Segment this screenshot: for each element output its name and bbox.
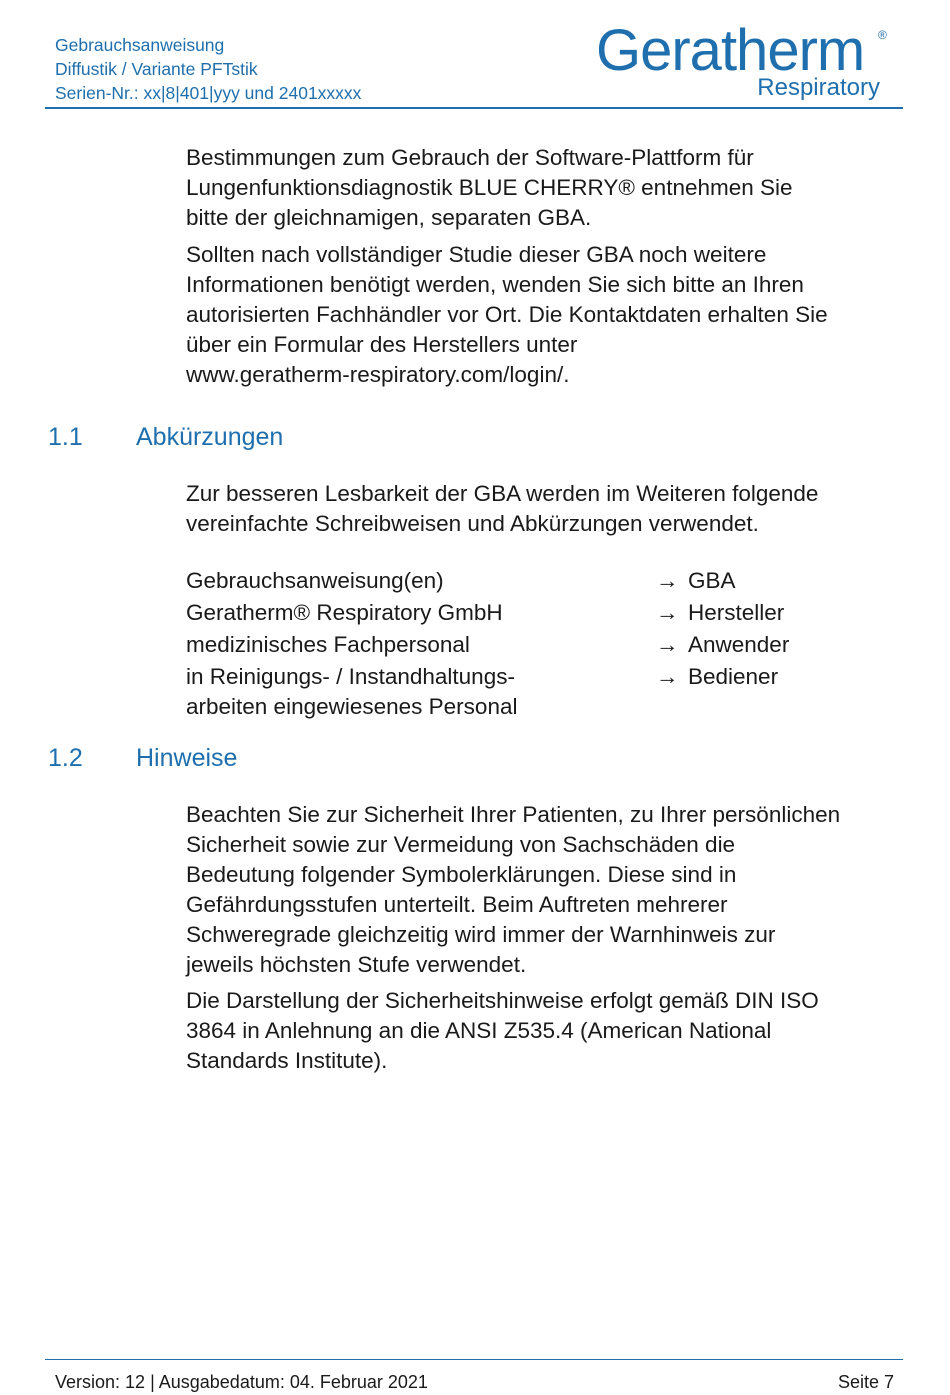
product-name: Diffustik / Variante PFTstik [55,59,258,79]
arrow-right-icon: → [656,600,679,625]
notes-paragraph-1: Beachten Sie zur Sicherheit Ihrer Patienten, zu Ihrer persönlichen Sicherheit sowie zur Vermeidung von Sachschäden die Bedeutung folgender Symbolerklärungen. Diese sind in Gefährdungsstufen unterteilt. Beim Auftreten mehrerer Schweregrade gleichzeitig wird immer der Warnhinweis zur jeweils höchsten Stufe verwendet. [186,802,841,977]
geratherm-logo [596,20,896,102]
abbreviation-value: → Anwender [656,630,789,660]
notes-paragraph-2: Die Darstellung der Sicherheitshinweise erfolgt gemäß DIN ISO 3864 in Anlehnung an die ANSI Z535.4 (American National Standards Institute). [186,988,819,1073]
abbreviation-value: → Hersteller [656,598,784,628]
footer-version-info: Version: 12 | Ausgabedatum: 04. Februar 2021 [55,1372,428,1392]
logo-subtitle: Respiratory [757,74,880,101]
intro-paragraph-1: Bestimmungen zum Gebrauch der Software-Plattform für Lungenfunktionsdiagnostik BLUE CHERRY® entnehmen Sie bitte der gleichnamigen, separaten GBA. [186,145,793,230]
serial-number: Serien-Nr.: xx|8|401|yyy und 2401xxxxx [55,83,362,103]
arrow-right-icon: → [656,632,679,657]
document-type: Gebrauchsanweisung [55,35,225,55]
abbreviations-intro-paragraph: Zur besseren Lesbarkeit der GBA werden im Weiteren folgende vereinfachte Schreibweisen und Abkürzungen verwendet. [186,481,819,536]
abbreviation-value: → Bediener [656,662,778,692]
abbreviation-term: Geratherm® Respiratory GmbH [186,600,503,625]
logo-wordmark: Geratherm [596,18,865,83]
abbreviation-term: in Reinigungs- / Instandhaltungs- arbeiten eingewiesenes Personal [186,664,518,719]
section-title-hinweise: Hinweise [136,744,238,772]
logo-registered-mark: ® [878,28,887,42]
arrow-right-icon: → [656,664,679,689]
section-number-1-2: 1.2 [48,744,83,772]
header-divider [45,107,903,109]
footer-divider [45,1359,903,1360]
intro-paragraph-2: Sollten nach vollständiger Studie dieser GBA noch weitere Informationen benötigt werden, wenden Sie sich bitte an Ihren autorisierten Fachhändler vor Ort. Die Kontaktdaten erhalten Sie über ein Formular des Herstellers unter www.geratherm-respiratory.com/login/. [186,242,828,387]
abbreviation-term: Gebrauchsanweisung(en) [186,568,444,593]
section-title-abkuerzungen: Abkürzungen [136,423,284,451]
abbreviation-term: medizinisches Fachpersonal [186,632,470,657]
document-header-info [55,33,361,105]
page-number: Seite 7 [837,1372,894,1392]
arrow-right-icon: → [656,568,679,593]
abbreviation-value: → GBA [656,566,736,596]
section-number-1-1: 1.1 [48,423,83,451]
